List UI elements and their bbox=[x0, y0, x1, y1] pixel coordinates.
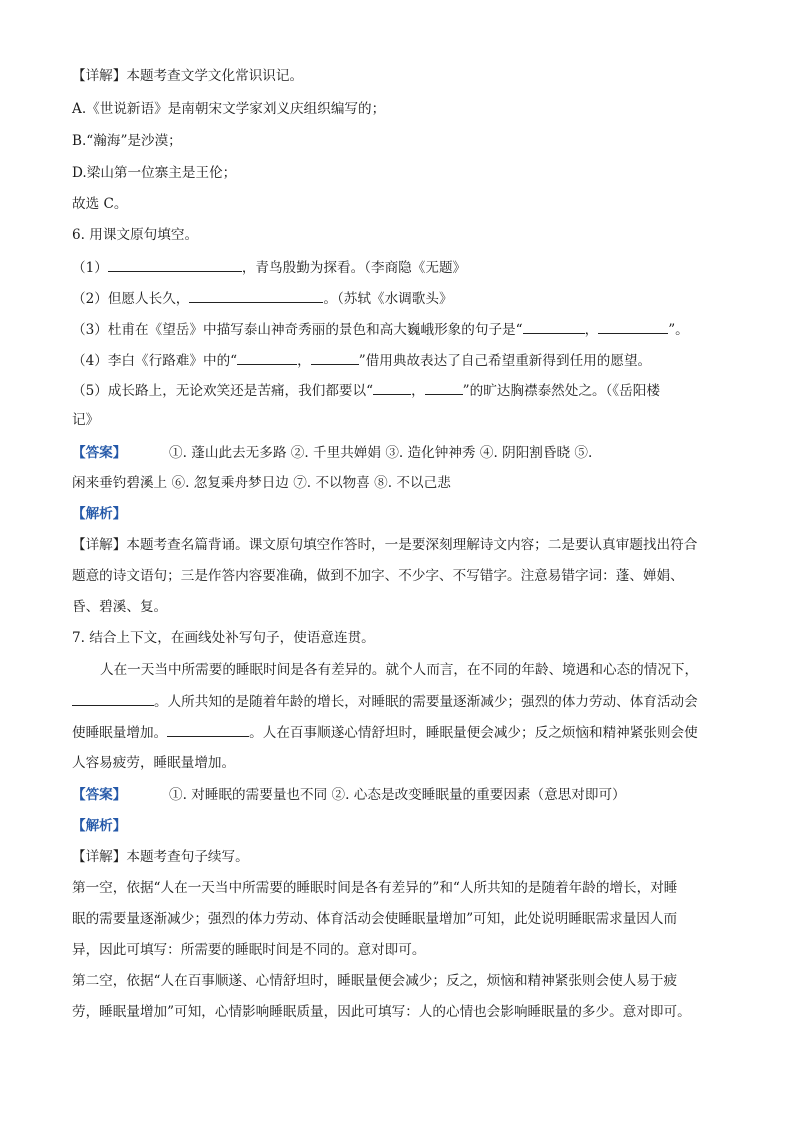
item-text: （2）但愿人长久， bbox=[72, 291, 190, 307]
answer-option: ②. 千里共婵娟 bbox=[290, 445, 381, 461]
answer-option: 闲来垂钓碧溪上 bbox=[72, 475, 168, 491]
answer-option: ④. 阴阳割昏晓 bbox=[479, 445, 571, 461]
detail-line: B.“瀚海”是沙漠； bbox=[72, 133, 182, 149]
question-title: 7. 结合上下文，在画线处补写句子，使语意连贯。 bbox=[72, 630, 375, 646]
fill-blank bbox=[425, 380, 463, 395]
question-item bbox=[72, 350, 651, 371]
answer-option: ⑧. 不以己悲 bbox=[374, 475, 451, 491]
question-item bbox=[72, 257, 466, 278]
answer-label: 【答案】 bbox=[72, 445, 127, 461]
answer-row bbox=[72, 785, 626, 805]
fill-blank bbox=[373, 380, 411, 395]
item-text: ，青鸟殷勤为探看。（李商隐《无题》 bbox=[241, 260, 467, 276]
question-title: 6. 用课文原句填空。 bbox=[72, 227, 199, 243]
detail-line: 第一空，依据“人在一天当中所需要的睡眠时间是各有差异的”和“人所共知的是随着年龄的增长，对睡 bbox=[72, 880, 678, 896]
detail-line: 故选 C。 bbox=[72, 196, 128, 212]
detail-line: 【详解】本题考查句子续写。 bbox=[72, 849, 249, 865]
detail-line: A.《世说新语》是南朝宋文学家刘义庆组织编写的； bbox=[72, 101, 386, 117]
item-text: （4）李白《行路难》中的“ bbox=[72, 353, 238, 369]
detail-line: 第二空，依据“人在百事顺遂、心情舒坦时，睡眠量便会减少；反之，烦恼和精神紧张则会使人易于疲 bbox=[72, 973, 678, 989]
question-item bbox=[72, 288, 453, 309]
answer-label: 【答案】 bbox=[72, 787, 127, 803]
answer-option: ①. 对睡眠的需要量也不同 bbox=[169, 787, 328, 803]
item-text: ， bbox=[297, 353, 311, 369]
paragraph-line bbox=[72, 691, 698, 712]
item-text: （3）杜甫在《望岳》中描写泰山神奇秀丽的景色和高大巍峨形象的句子是“ bbox=[72, 322, 523, 338]
item-text: ”借用典故表达了自己希望重新得到任用的愿望。 bbox=[358, 353, 652, 369]
fill-blank bbox=[72, 691, 154, 706]
paragraph-text: 。人所共知的是随着年龄的增长，对睡眠的需要量逐渐减少；强烈的体力劳动、体育活动会 bbox=[154, 694, 698, 710]
item-text: （1） bbox=[72, 260, 108, 276]
detail-line: 题意的诗文语句；三是作答内容要准确，做到不加字、不少字、不写错字。注意易错字词：蓬、婵娟、 bbox=[72, 568, 684, 584]
fill-blank bbox=[108, 257, 242, 272]
detail-line: 【详解】本题考查文学文化常识识记。 bbox=[72, 68, 304, 84]
answer-option: ⑤. bbox=[574, 445, 593, 461]
detail-line: 昏、碧溪、复。 bbox=[72, 599, 168, 615]
paragraph-line: 人在一天当中所需要的睡眠时间是各有差异的。就个人而言，在不同的年龄、境遇和心态的情况下， bbox=[100, 662, 699, 678]
fill-blank bbox=[237, 350, 297, 365]
analysis-label: 【解析】 bbox=[72, 818, 127, 834]
fill-blank bbox=[523, 319, 585, 334]
answer-row bbox=[72, 443, 592, 463]
paragraph-text: 。人在百事顺遂心情舒坦时，睡眠量便会减少；反之烦恼和精神紧张则会使 bbox=[249, 725, 698, 741]
answer-option: ③. 造化钟神秀 bbox=[385, 445, 476, 461]
detail-line: 眠的需要量逐渐减少；强烈的体力劳动、体育活动会使睡眠量增加”可知，此处说明睡眠需求量因人而 bbox=[72, 911, 678, 927]
answer-option: ⑦. 不以物喜 bbox=[293, 475, 370, 491]
question-item bbox=[72, 380, 660, 401]
fill-blank bbox=[167, 722, 249, 737]
item-text: ， bbox=[584, 322, 599, 338]
paragraph-line bbox=[72, 722, 698, 743]
detail-line: 【详解】本题考查名篇背诵。课文原句填空作答时，一是要深刻理解诗文内容；二是要认真审题找出符合 bbox=[72, 537, 698, 553]
answer-option: ①. 蓬山此去无多路 bbox=[169, 445, 287, 461]
detail-line: D.梁山第一位寨主是王伦； bbox=[72, 165, 237, 181]
item-text: （5）成长路上，无论欢笑还是苦痛，我们都要以“ bbox=[72, 383, 374, 399]
item-text: ， bbox=[411, 383, 425, 399]
question-item bbox=[72, 319, 689, 340]
fill-blank bbox=[189, 288, 323, 303]
detail-line: 异，因此可填写：所需要的睡眠时间是不同的。意对即可。 bbox=[72, 942, 426, 958]
item-text: ”。 bbox=[668, 322, 689, 338]
paragraph-text: 使睡眠量增加。 bbox=[72, 725, 168, 741]
fill-blank bbox=[311, 350, 359, 365]
question-item-cont: 记》 bbox=[72, 412, 100, 428]
answer-row-cont bbox=[72, 473, 451, 493]
detail-line: 劳，睡眠量增加”可知，心情影响睡眠质量，因此可填写：人的心情也会影响睡眠量的多少。意对即可。 bbox=[72, 1004, 691, 1020]
answer-option: ②. 心态是改变睡眠量的重要因素（意思对即可） bbox=[331, 787, 626, 803]
paragraph-line: 人容易疲劳，睡眠量增加。 bbox=[72, 755, 236, 771]
fill-blank bbox=[598, 319, 668, 334]
item-text: 。（苏轼《水调歌头》 bbox=[323, 291, 453, 307]
answer-option: ⑥. 忽复乘舟梦日边 bbox=[171, 475, 289, 491]
item-text: ”的旷达胸襟泰然处之。（《岳阳楼 bbox=[462, 383, 660, 399]
analysis-label: 【解析】 bbox=[72, 506, 127, 522]
